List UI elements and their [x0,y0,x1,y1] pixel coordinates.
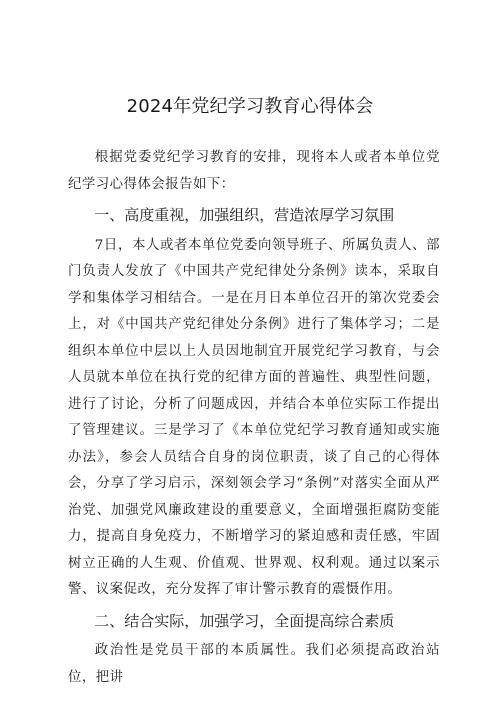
document-title: 2024年党纪学习教育心得体会 [126,96,374,117]
section-1-heading: 一、高度重视，加强组织，营造浓厚学习氛围 [94,206,395,224]
intro-paragraph: 根据党委党纪学习教育的安排，现将本人或者本单位党纪学习心得体会报告如下： [68,150,440,192]
section-2-heading: 二、结合实际，加强学习，全面提高综合素质 [94,611,395,630]
section-1-paragraph: 7日，本人或者本单位党委向领导班子、所属负责人、部门负责人发放了《中国共产党纪律处分条例》读本，采取自学和集体学习相结合。一是在月日本单位召开的第次党委会上，对《中国共产党纪律处分条例》进行了集体学习；二是组织本单位中层以上人员因地制宜开展党纪学习教育，与会人员就本单位在执行党的纪律方面的普遍性、典型性问题，进行了讨论，分析了问题成因，并结合本单位实际工作提出了管理建议。三是学习了《本单位党纪学习教育通知或实施办法》，参会人员结合自身的岗位职责，谈了自己的心得体会，分享了学习启示，深刻领会学习“条例”对落实全面从严治党、加强党风廉政建设的重要意义，全面增强拒腐防变能力，提高自身免疫力，不断增学习的紧迫感和责任感，牢固树立正确的人生观、价值观、世界观、权利观。通过以案示警、议案促改，充分发挥了审计警示教育的震慑作用。 [68,237,440,597]
section-2-paragraph: 政治性是党员干部的本质属性。我们必须提高政治站位，把讲 [68,643,440,685]
document-body [68,145,440,691]
